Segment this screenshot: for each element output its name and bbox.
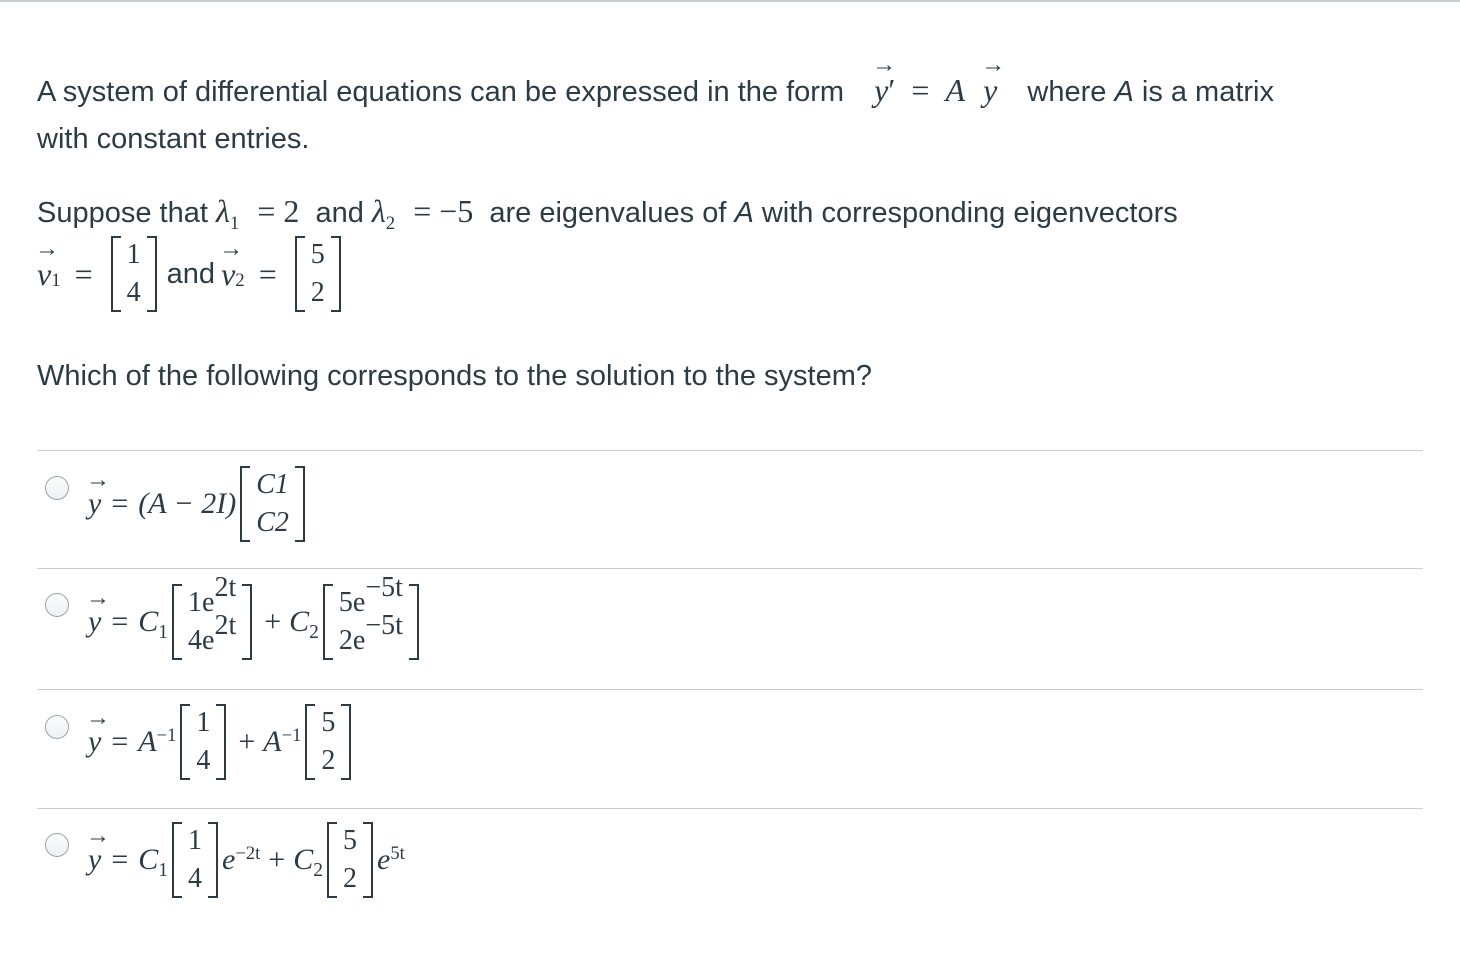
question-text: Which of the following corresponds to the solution to the system? [37,360,872,392]
suppose-line [37,193,1178,234]
option-1-factor: (A − 2I) [138,487,237,520]
option-4-matrix-1 [172,822,218,898]
option-4-c1: C [138,843,159,876]
option-2-m1-entry-2: 4e [188,625,215,656]
v1-equals: = [74,255,93,292]
option-1-equals: = [111,487,129,520]
option-4-y-vector: → y [86,823,110,876]
eigenvectors-line [37,236,345,312]
intro-line-1 [37,52,1275,109]
divider [37,568,1423,569]
option-2-matrix-1 [172,571,252,660]
option-4-matrix-2 [327,822,373,898]
option-3-a2: A [263,725,282,758]
divider [37,808,1423,809]
and-text: and [315,197,364,229]
option-3-plus: + [238,725,256,758]
option-3-matrix-2 [305,704,351,780]
prime-mark: ′ [888,72,896,108]
v1-sub: 1 [51,269,61,291]
lambda-2-sub: 2 [385,212,396,234]
option-4-c2-sub: 2 [313,859,323,881]
v1-entry-2: 4 [126,277,141,308]
option-2-c1: C [138,605,159,638]
option-1-entry-2: C2 [256,507,289,538]
eigen-text: are eigenvalues of [489,197,727,229]
option-1-radio[interactable] [45,476,69,500]
v1-vector: → v [35,235,59,292]
lambda-1-value: = 2 [257,193,300,229]
divider [37,689,1423,690]
option-4-m2-entry-1: 5 [342,825,357,856]
option-3-matrix-1 [180,704,226,780]
where-rest-text: is a matrix [1141,76,1275,108]
divider [37,450,1423,451]
option-1-matrix [240,466,305,542]
and-text-2: and [166,257,216,290]
option-2-answer[interactable] [86,571,423,660]
option-3-m1-entry-1: 1 [196,707,211,738]
option-4-radio[interactable] [45,833,69,857]
option-2-y-vector: → y [86,585,110,638]
lambda-2-value: = −5 [413,193,474,229]
option-3-m2-entry-1: 5 [321,707,336,738]
option-4-e1-exp: −2t [235,842,261,864]
option-4-equals: = [111,843,129,876]
option-1-y-vector: → y [86,467,110,520]
form-rhs-vector: → y [981,52,1006,108]
option-4-m2-entry-2: 2 [342,863,357,894]
lambda-1: λ [215,193,230,229]
option-1-entry-1: C1 [256,469,289,500]
option-4-c1-sub: 1 [158,859,169,881]
form-lhs-vector: → y [872,52,897,108]
option-2-m1-entry-1: 1e [188,587,215,618]
option-4-m1-entry-2: 4 [188,863,203,894]
option-2-c2: C [289,605,310,638]
v2-entry-1: 5 [310,239,325,270]
equals-sign: = [911,72,930,108]
suppose-text: Suppose that [37,197,208,229]
v2-matrix [295,236,341,312]
option-2-c2-sub: 2 [309,621,319,643]
matrix-a: A [945,72,966,108]
option-4-plus: + [268,843,286,876]
where-a: A [1114,76,1134,108]
v1-entry-1: 1 [126,239,141,270]
v2-equals: = [258,255,277,292]
option-3-a-exp: −1 [156,724,177,746]
option-4-c2: C [293,843,314,876]
lambda-1-sub: 1 [229,212,240,234]
option-4-e2-exp: 5t [390,842,405,864]
option-3-a: A [138,725,157,758]
lambda-2: λ [371,193,386,229]
option-2-plus: + [264,605,282,638]
option-4-e1: e [222,843,236,876]
option-2-m2-entry-1: 5e [338,587,366,618]
option-4-m1-entry-1: 1 [188,825,203,856]
option-2-m2-exp-2: −5t [365,609,403,641]
option-3-m2-entry-2: 2 [321,745,336,776]
option-4-answer[interactable] [88,822,405,898]
v2-sub: 2 [235,269,245,291]
eigenvectors-text: with corresponding eigenvectors [761,197,1178,229]
option-3-y-vector: → y [86,705,110,758]
intro-line-2: with constant entries. [37,123,310,155]
top-border [0,0,1460,2]
option-3-answer[interactable] [88,704,355,780]
option-3-equals: = [111,725,129,758]
option-4-e2: e [376,843,391,876]
option-1-answer[interactable] [88,466,309,542]
option-2-radio[interactable] [45,593,69,617]
option-2-m1-exp-2: 2t [214,609,237,641]
option-3-a2-exp: −1 [281,724,302,746]
v2-entry-2: 2 [310,277,325,308]
suppose-a: A [734,197,754,229]
v2-vector: → v [219,235,244,292]
option-2-equals: = [111,605,129,638]
where-text: where [1027,76,1107,108]
intro-text: A system of differential equations can be expressed in the form [37,76,845,108]
option-2-m1-exp-1: 2t [214,571,237,603]
option-2-m2-exp-1: −5t [365,571,403,603]
v1-matrix [111,236,157,312]
option-3-radio[interactable] [45,715,69,739]
option-3-m1-entry-2: 4 [196,745,211,776]
option-2-matrix-2 [323,571,419,660]
option-2-c1-sub: 1 [158,621,169,643]
option-2-m2-entry-2: 2e [338,625,366,656]
